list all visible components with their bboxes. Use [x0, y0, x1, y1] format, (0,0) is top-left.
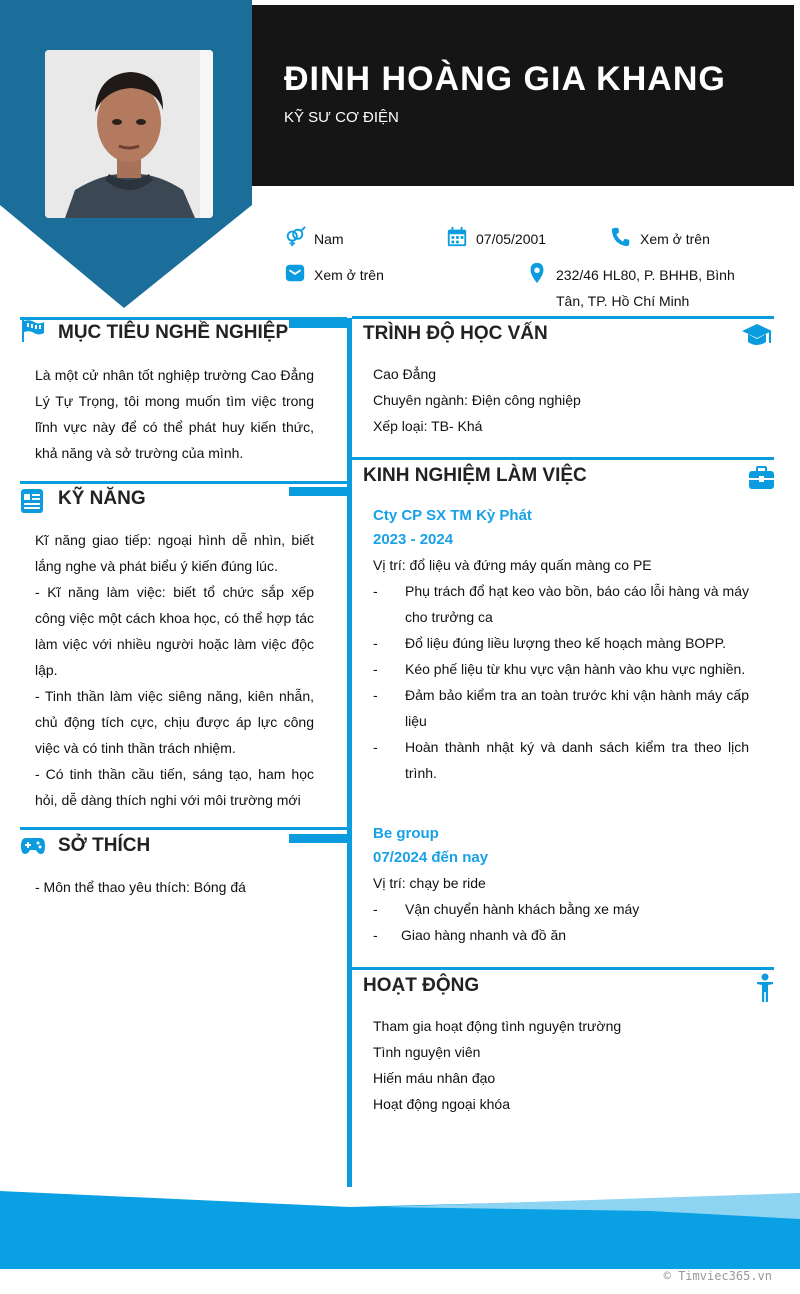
skill-item: - Có tinh thần cầu tiến, sáng tạo, ham học hỏi, dễ dàng thích nghi với môi trường mới — [35, 766, 314, 808]
job-2-position: Vị trí: chạy be ride — [373, 875, 486, 891]
location-icon — [526, 262, 548, 284]
skill-item: - Kĩ năng làm việc: biết tổ chức sắp xếp công việc một cách khoa học, có thể hợp tác làm việc với nhiều người hoặc làm việc độc lập. — [35, 584, 314, 678]
education-grade: Xếp loại: TB- Khá — [373, 418, 483, 434]
experience-top-line — [352, 457, 774, 460]
profile-photo — [45, 50, 213, 218]
hobbies-top-line — [20, 827, 347, 830]
job-2-details — [373, 870, 749, 948]
education-top-line — [352, 316, 774, 319]
job-1-company: Cty CP SX TM Kỳ Phát — [373, 507, 532, 524]
address-line-1: 232/46 HL80, P. BHHB, Bình — [556, 267, 735, 283]
objective-text: Là một cử nhân tốt nghiệp trường Cao Đẳng Lý Tự Trọng, tôi mong muốn tìm việc trong lĩnh vực này để có thể phát huy kiến thức, khả năng và sở trường của mình. — [35, 367, 314, 461]
gender-value: Nam — [314, 231, 344, 247]
contact-phone — [610, 226, 710, 252]
experience-title: KINH NGHIỆM LÀM VIỆC — [363, 465, 587, 486]
contact-email — [284, 262, 384, 288]
gender-icon — [284, 226, 306, 248]
job-2-period: 07/2024 đến nay — [373, 849, 489, 866]
hobbies-tab — [289, 834, 347, 843]
job-2-duty: - Vận chuyển hành khách bằng xe máy — [373, 901, 640, 917]
activities-top-line — [352, 967, 774, 970]
briefcase-icon — [748, 466, 775, 490]
email-value: Xem ở trên — [314, 267, 384, 283]
address-line-2: Tân, TP. Hồ Chí Minh — [556, 293, 690, 309]
contact-address — [526, 262, 735, 314]
copyright-text: © Timviec365.vn — [663, 1269, 772, 1283]
job-1-duty: - Hoàn thành nhật ký và danh sách kiểm tra theo lịch trình. — [373, 739, 749, 781]
objective-title: MỤC TIÊU NGHỀ NGHIỆP — [58, 322, 289, 343]
column-divider — [347, 318, 352, 1204]
job-2-company: Be group — [373, 825, 439, 842]
hobby-item: - Môn thể thao yêu thích: Bóng đá — [35, 879, 246, 895]
contact-dob — [446, 226, 546, 252]
skill-item: Kĩ năng giao tiếp: ngoại hình dễ nhìn, biết lắng nghe và phát biểu ý kiến đúng lúc. — [35, 532, 314, 574]
job-1-period: 2023 - 2024 — [373, 531, 454, 548]
job-1-position: Vị trí: đổ liệu và đứng máy quấn màng co PE — [373, 557, 652, 573]
job-1-duty: - Đảm bảo kiểm tra an toàn trước khi vận hành máy cấp liệu — [373, 687, 749, 729]
job-1-duty: - Phụ trách đổ hạt keo vào bồn, báo cáo lỗi hàng và máy cho trưởng ca — [373, 583, 749, 625]
job-2-duty: - Giao hàng nhanh và đồ ăn — [373, 927, 567, 943]
candidate-name: ĐINH HOÀNG GIA KHANG — [284, 60, 726, 98]
skills-title: KỸ NĂNG — [58, 488, 146, 509]
skills-icon — [20, 488, 44, 514]
skill-item: - Tinh thần làm việc siêng năng, kiên nhẫn, chủ động tích cực, chịu được áp lực công việc và có tinh thần trách nhiệm. — [35, 688, 314, 756]
activity-item: Tình nguyện viên — [373, 1044, 481, 1060]
education-title: TRÌNH ĐỘ HỌC VẤN — [363, 323, 548, 344]
activities-title: HOẠT ĐỘNG — [363, 975, 480, 996]
email-icon — [284, 262, 306, 284]
graduation-cap-icon — [741, 322, 773, 350]
hobbies-title: SỞ THÍCH — [58, 835, 151, 856]
dob-value: 07/05/2001 — [476, 231, 547, 247]
gamepad-icon — [20, 836, 46, 856]
job-1-duty: - Kéo phế liệu từ khu vực vận hành vào khu vực nghiền. — [373, 661, 746, 677]
activity-item: Tham gia hoạt động tình nguyện trường — [373, 1018, 622, 1034]
candidate-title: KỸ SƯ CƠ ĐIỆN — [284, 109, 399, 126]
hobbies-text — [35, 874, 246, 900]
activity-item: Hiến máu nhân đạo — [373, 1070, 496, 1086]
footer-wave — [0, 1185, 800, 1269]
objective-tab — [289, 319, 347, 328]
skills-tab — [289, 487, 347, 496]
education-major: Chuyên ngành: Điện công nghiệp — [373, 392, 581, 408]
phone-value: Xem ở trên — [640, 231, 710, 247]
skills-list — [35, 527, 314, 813]
job-1-details — [373, 552, 749, 786]
person-icon — [755, 973, 775, 1003]
job-1-duty: - Đổ liệu đúng liều lượng theo kế hoạch màng BOPP. — [373, 635, 727, 651]
activity-item: Hoạt động ngoại khóa — [373, 1096, 510, 1112]
calendar-icon — [446, 226, 468, 248]
phone-icon — [610, 226, 632, 248]
education-details — [373, 361, 581, 439]
skills-top-line — [20, 481, 347, 484]
person-photo-icon — [45, 50, 213, 218]
contact-gender — [284, 226, 344, 252]
activities-list — [373, 1013, 621, 1117]
flag-icon — [20, 318, 46, 344]
education-school: Cao Đẳng — [373, 366, 437, 382]
address-value — [556, 262, 735, 314]
